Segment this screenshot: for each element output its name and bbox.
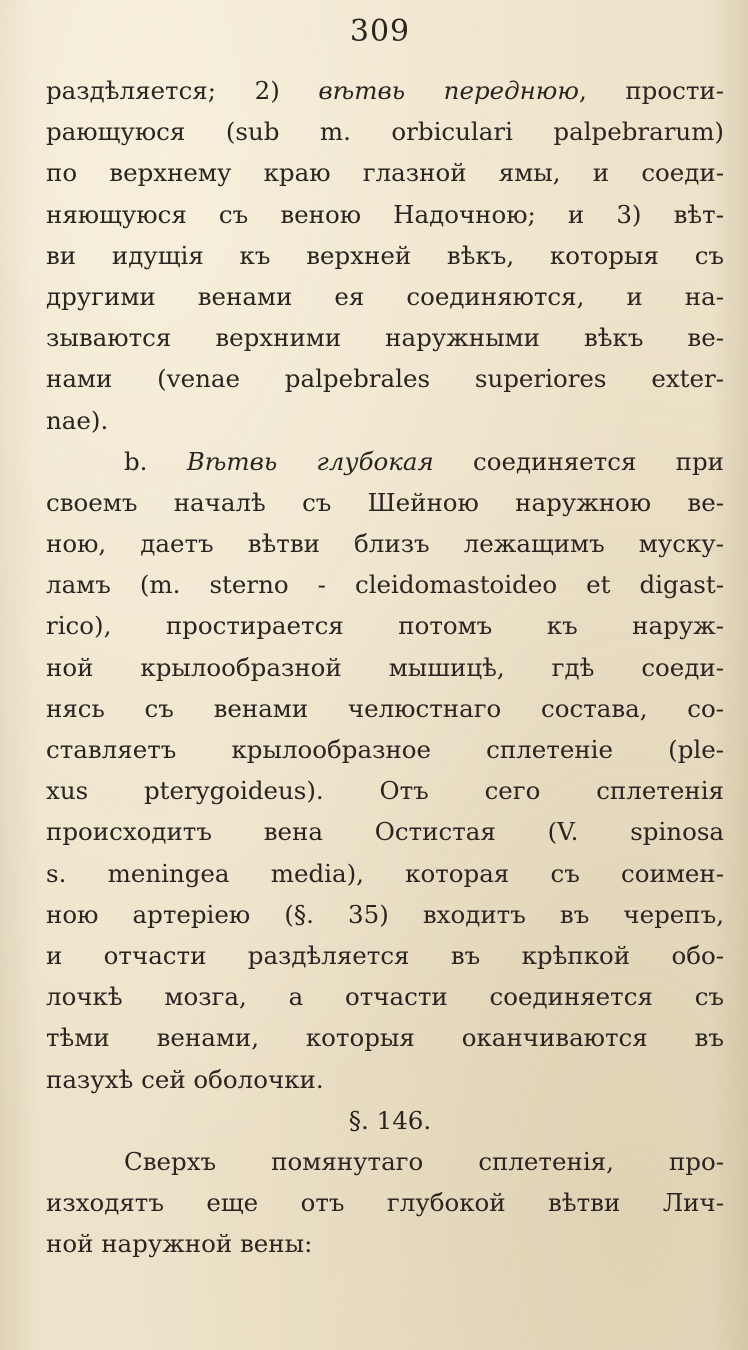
text-line-1 xyxy=(46,70,724,111)
text-line-25: пазухѣ сей оболочки. xyxy=(46,1064,324,1094)
text-line-15: ной крылообразной мышицѣ, гдѣ соеди- xyxy=(46,652,724,682)
text-line-6: другими венами ея соединяются, и на- xyxy=(46,281,724,311)
body-text xyxy=(46,70,724,1264)
text-line-23: лочкѣ мозга, а отчасти соединяется съ xyxy=(46,982,724,1012)
text-line-12: ною, даетъ вѣтви близъ лежащимъ муску- xyxy=(46,529,724,559)
text-line-2: рающуюся (sub m. orbiculari palpebrarum) xyxy=(46,117,724,147)
text-line-24: тѣми венами, которыя оканчиваются въ xyxy=(46,1023,724,1053)
text-line-4: няющуюся съ веною Надочною; и 3) вѣт- xyxy=(46,199,724,229)
line-1-part-c: , прости- xyxy=(578,76,724,105)
text-line-3: по верхнему краю глазной ямы, и соеди- xyxy=(46,158,724,188)
text-line-11: своемъ началѣ съ Шейною наружною ве- xyxy=(46,487,724,517)
text-line-28: ной наружной вены: xyxy=(46,1229,313,1259)
text-line-8: нами (venae palpebrales superiores exter- xyxy=(46,364,724,394)
para-b-rest: соединяется при xyxy=(433,446,724,476)
text-line-18: xus pterygoideus). Отъ сего сплетенія xyxy=(46,776,724,806)
text-line-16: нясь съ венами челюстнаго состава, со- xyxy=(46,693,724,723)
text-line-7: зываются верхними наружными вѣкъ ве- xyxy=(46,323,724,353)
italic-term-front-branch: вѣтвь переднюю xyxy=(318,76,579,105)
text-line-19: происходитъ вена Остистая (V. spinosa xyxy=(46,817,724,847)
text-line-27: изходятъ еще отъ глубокой вѣтви Лич- xyxy=(46,1188,724,1218)
text-line-14: rico), простирается потомъ къ наруж- xyxy=(46,611,724,641)
text-line-13: ламъ (m. sterno - cleidomastoideo et digast- xyxy=(46,570,724,600)
text-line-10 xyxy=(46,441,724,482)
italic-term-deep-branch: Вѣтвь глубокая xyxy=(186,446,434,476)
text-line-21: ною артеріею (§. 35) входитъ въ черепъ, xyxy=(46,899,724,929)
text-line-5: ви идущія къ верхней вѣкъ, которыя съ xyxy=(46,240,724,270)
para-b-marker: b. xyxy=(124,446,187,476)
line-1-part-a: раздѣляется; 2) xyxy=(46,76,319,105)
page-number: 309 xyxy=(349,14,411,49)
text-line-26: Сверхъ помянутаго сплетенія, про- xyxy=(124,1146,724,1176)
section-heading: §. 146. xyxy=(348,1105,432,1135)
text-line-17: ставляетъ крылообразное сплетеніе (ple- xyxy=(46,735,724,764)
text-line-20: s. meningea media), которая съ соимен- xyxy=(46,858,724,888)
text-line-22: и отчасти раздѣляется въ крѣпкой обо- xyxy=(46,940,724,970)
text-line-9: nae). xyxy=(46,405,109,435)
